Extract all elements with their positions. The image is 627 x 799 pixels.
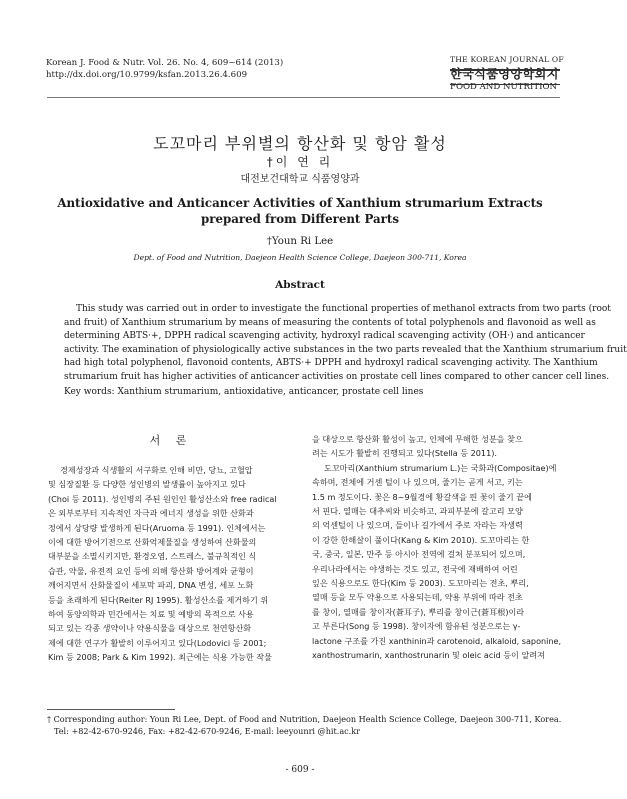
right-column bbox=[312, 432, 562, 663]
paragraph-line: 제에 대한 연구가 활발히 이루어지고 있다(Lodovici 등 2001; bbox=[48, 637, 267, 648]
abstract-line: strumarium fruit has higher activities of anticancer activities on prostate cell lines compared to other cancer cell lines. bbox=[64, 371, 610, 382]
abstract-line: activity. The examination of physiologically active substances in the two parts revealed that the Xanthium strumarium fruit bbox=[64, 344, 627, 355]
paragraph-line: 속하며, 전체에 거센 털이 나 있으며, 줄기는 곧게 서고, 키는 bbox=[312, 477, 523, 488]
logo-bottom-text: FOOD AND NUTRITION bbox=[450, 82, 558, 92]
paragraph-line: 및 심장질환 등 다양한 성인병의 발생률이 높아지고 있다 bbox=[48, 479, 246, 490]
paragraph-line: 되고 있는 각종 생약이나 약용식물을 대상으로 천연항산화 bbox=[48, 623, 252, 634]
paragraph-line: 열매 등을 모두 약용으로 사용되는데, 약용 부위에 따라 전초 bbox=[312, 592, 523, 603]
paragraph-line: Kim 등 2008; Park & Kim 1992). 최근에는 식용 가능한 작물 bbox=[48, 652, 272, 663]
paragraph-line: 고 부른다(Song 등 1998). 창이자에 함유된 성분으로는 γ- bbox=[312, 621, 521, 632]
paragraph-line: xanthostrumarin, xanthostrunarin 및 oleic acid 등이 알려져 bbox=[312, 650, 545, 661]
paragraph-line: 국, 중국, 일본, 만주 등 아시아 전역에 걸쳐 분포되어 있으며, bbox=[312, 549, 526, 560]
paragraph-line: 습관, 약물, 유전적 요인 등에 의해 항산화 방어계와 균형이 bbox=[48, 565, 254, 576]
footnote-line1: † Corresponding author: Youn Ri Lee, Dept. of Food and Nutrition, Daejeon Health Science College, Daejeon 300-711, Korea. bbox=[47, 714, 562, 724]
footnote-line2: Tel: +82-42-670-9246, Fax: +82-42-670-9246, E-mail: leeyounri @hit.ac.kr bbox=[54, 726, 361, 736]
abstract-line: had high total polyphenol, flavonoid contents, ABTS·+ DPPH and hydroxyl radical scavenging activity. The Xanthium bbox=[64, 358, 598, 369]
abstract-body bbox=[64, 303, 627, 399]
paragraph-line: 등을 초래하게 된다(Reiter RJ 1995). 활성산소를 제거하기 위 bbox=[48, 594, 269, 605]
paragraph-line: 를 창이, 열매를 창이자(蒼耳子), 뿌리를 창이근(蒼耳根)이라 bbox=[312, 606, 525, 617]
paragraph-line: 경제성장과 식생활의 서구화로 인해 비만, 당뇨, 고혈압 bbox=[60, 465, 253, 475]
logo-rule-bottom bbox=[450, 84, 560, 85]
section-heading-introduction: 서 론 bbox=[149, 434, 193, 447]
abstract-line: determining ABTS·+, DPPH radical scavenging activity, hydroxyl radical scavenging activity (OH·) and anticancer bbox=[64, 331, 585, 342]
english-title-line2: prepared from Different Parts bbox=[201, 212, 399, 226]
english-title-line1: Antioxidative and Anticancer Activities of Xanthium strumarium Extracts bbox=[57, 196, 543, 210]
paragraph-line: 도꼬마리(Xanthium strumarium L.)는 국화과(Compositae)에 bbox=[324, 462, 557, 473]
paragraph-line: 우리나라에서는 야생하는 것도 있고, 전국에 재배하여 어린 bbox=[312, 563, 518, 574]
english-author: †Youn Ri Lee bbox=[266, 236, 334, 247]
abstract-heading: Abstract bbox=[275, 279, 325, 291]
footnote-divider bbox=[47, 709, 175, 710]
paragraph-line: 이에 대한 방어기전으로 산화억제물질을 생성하여 산화물의 bbox=[48, 537, 257, 548]
paragraph-line: 을 대상으로 항산화 활성이 높고, 인체에 무해한 성분을 찾으 bbox=[312, 434, 523, 444]
logo-rule-top bbox=[450, 69, 560, 71]
paragraph-line: 1.5 m 정도이다. 꽃은 8~9월경에 황갈색을 띈 꽃이 줄기 끝에 bbox=[312, 491, 532, 502]
paragraph-line: 정에서 상당량 발생하게 된다(Aruoma 등 1991). 인체에서는 bbox=[48, 522, 266, 533]
logo-korean-text: 한국식품영양학회지 bbox=[450, 67, 559, 81]
paragraph-line: 은 외부로부터 지속적인 자극과 에너지 생성을 위한 산화과 bbox=[48, 508, 254, 519]
paragraph-line: (Choi 등 2011). 성인병의 주된 원인인 활성산소와 free radical bbox=[48, 493, 277, 504]
abstract-text bbox=[64, 303, 627, 385]
korean-author: †이 연 리 bbox=[266, 155, 334, 169]
paragraph-line: 의 억센털이 나 있으며, 들이나 길가에서 주로 자라는 자생력 bbox=[312, 520, 523, 531]
keywords: Key words: Xanthium strumarium, antioxidative, anticancer, prostate cell lines bbox=[64, 386, 424, 397]
paragraph-line: 서 핀다. 열매는 대추씨와 비슷하고, 과피부분에 갈고리 모양 bbox=[312, 506, 523, 517]
korean-title: 도꼬마리 부위별의 항산화 및 항암 활성 bbox=[153, 134, 447, 153]
paragraph-line: 이 강한 한해살이 풀이다(Kang & Kim 2010). 도꼬마리는 한 bbox=[312, 534, 530, 545]
journal-citation bbox=[46, 57, 283, 81]
footnote bbox=[47, 713, 562, 737]
journal-line: Korean J. Food & Nutr. Vol. 26. No. 4, 609~614 (2013) bbox=[46, 58, 284, 68]
doi-link[interactable]: http://dx.doi.org/10.9799/ksfan.2013.26.4.609 bbox=[46, 70, 248, 80]
header-divider bbox=[47, 97, 560, 98]
paragraph-line: 하여 동양의학과 민간에서는 치료 및 예방의 목적으로 사용 bbox=[48, 609, 254, 620]
english-affiliation: Dept. of Food and Nutrition, Daejeon Health Science College, Daejeon 300-711, Korea bbox=[133, 253, 467, 262]
abstract-line: This study was carried out in order to investigate the functional properties of methanol extracts from two parts (root bbox=[76, 304, 611, 314]
paragraph-line: 깨어지면서 산화물질이 세포막 파괴, DNA 변성, 세포 노화 bbox=[48, 580, 254, 591]
abstract-line: and fruit) of Xanthium strumarium by means of measuring the contents of total polyphenols and flavonoid as well as bbox=[64, 317, 596, 328]
paragraph-line: 대부분을 소멸시키지만, 환경오염, 스트레스, 불규칙적인 식 bbox=[48, 551, 257, 562]
paragraph-line: lactone 구조를 가진 xanthinin과 carotenoid, alkaloid, saponine, bbox=[312, 635, 562, 646]
paragraph-line: 잎은 식용으로도 한다(Kim 등 2003). 도꼬마리는 전초, 뿌리, bbox=[312, 578, 529, 589]
logo-top-text: THE KOREAN JOURNAL OF bbox=[450, 55, 564, 64]
left-column bbox=[48, 463, 294, 665]
paragraph-line: 려는 시도가 활발히 진행되고 있다(Stella 등 2011). bbox=[312, 448, 497, 459]
page-number: - 609 - bbox=[285, 765, 315, 775]
journal-logo bbox=[450, 55, 564, 92]
korean-affiliation: 대전보건대학교 식품영양과 bbox=[240, 174, 360, 185]
english-title bbox=[0, 195, 600, 227]
